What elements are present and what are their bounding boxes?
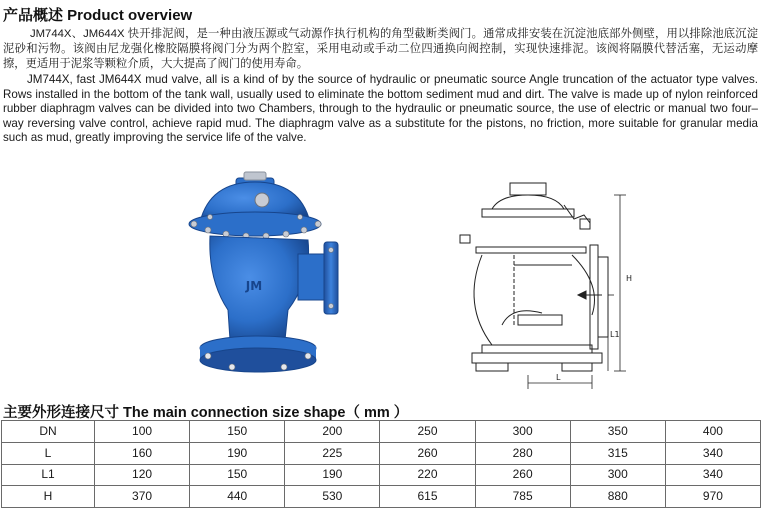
table-cell: 225 [285, 442, 380, 464]
table-cell: 260 [475, 464, 570, 486]
table-cell: 300 [475, 421, 570, 443]
table-cell: 785 [475, 486, 570, 508]
dimension-label-l: L [556, 373, 561, 382]
table-cell: 530 [285, 486, 380, 508]
table-cell: 340 [665, 442, 760, 464]
table-cell: 370 [95, 486, 190, 508]
table-cell: 350 [570, 421, 665, 443]
table-row [2, 421, 761, 443]
row-label: L [2, 442, 95, 464]
section-title: 产品概述 Product overview [3, 7, 193, 24]
table-cell: 250 [380, 421, 475, 443]
table-cell: 200 [285, 421, 380, 443]
table-cell: 440 [190, 486, 285, 508]
table-row [2, 442, 761, 464]
table-cell: 615 [380, 486, 475, 508]
row-label: H [2, 486, 95, 508]
table-cell: 340 [665, 464, 760, 486]
table-cell: 160 [95, 442, 190, 464]
dimension-table [1, 420, 761, 508]
table-cell: 300 [570, 464, 665, 486]
table-cell: 190 [285, 464, 380, 486]
table-title: 主要外形连接尺寸 The main connection size shape（ mm ） [3, 405, 409, 421]
description-chinese: JM744X、JM644X 快开排泥阀，是一种由液压源或气动源作执行机构的角型截断类阀门。通常成排安装在沉淀池底部外侧壁，用以排除池底沉淀泥砂和污物。该阀由尼龙强化橡胶隔膜将阀门分为两个腔室，采用电动或手动二位四通换向阀控制，实现快速排泥。该阀将隔膜代替活塞，无运动摩擦，更适用于泥浆等颗粒介质，大大提高了阀门的使用寿命。 [3, 28, 758, 70]
table-cell: 150 [190, 421, 285, 443]
table-cell: 970 [665, 486, 760, 508]
table-cell: 190 [190, 442, 285, 464]
dimension-label-h: H [626, 274, 633, 283]
table-cell: 220 [380, 464, 475, 486]
table-cell: 150 [190, 464, 285, 486]
table-cell: 120 [95, 464, 190, 486]
dimension-label-l1: L1 [610, 330, 620, 339]
description-english: JM744X, fast JM644X mud valve, all is a kind of by the source of hydraulic or pneumatic source Angle truncation of the actuator type valves. Rows installed in the bottom of the tank wall, usually used to eliminate the bottom sediment mud and dirt. The valve is made up of nylon reinforced rubber diaphragm valves can be divided into two Chambers, through to the hydraulic or pneumatic source, the use of electric or manual two four–way reversing valve control, achieve rapid mud. The diaphragm valve as a substitute for the pistons, no friction, more suitable for granular media such as mud, greatly improving the service life of the valve. [3, 73, 758, 145]
table-row [2, 464, 761, 486]
casting-mark: JM [245, 279, 263, 293]
table-cell: 400 [665, 421, 760, 443]
table-cell: 100 [95, 421, 190, 443]
table-cell: 315 [570, 442, 665, 464]
row-label: L1 [2, 464, 95, 486]
table-cell: 260 [380, 442, 475, 464]
row-label: DN [2, 421, 95, 443]
valve-technical-drawing [452, 175, 662, 397]
table-cell: 880 [570, 486, 665, 508]
table-row [2, 486, 761, 508]
table-cell: 280 [475, 442, 570, 464]
valve-photo [180, 170, 360, 385]
